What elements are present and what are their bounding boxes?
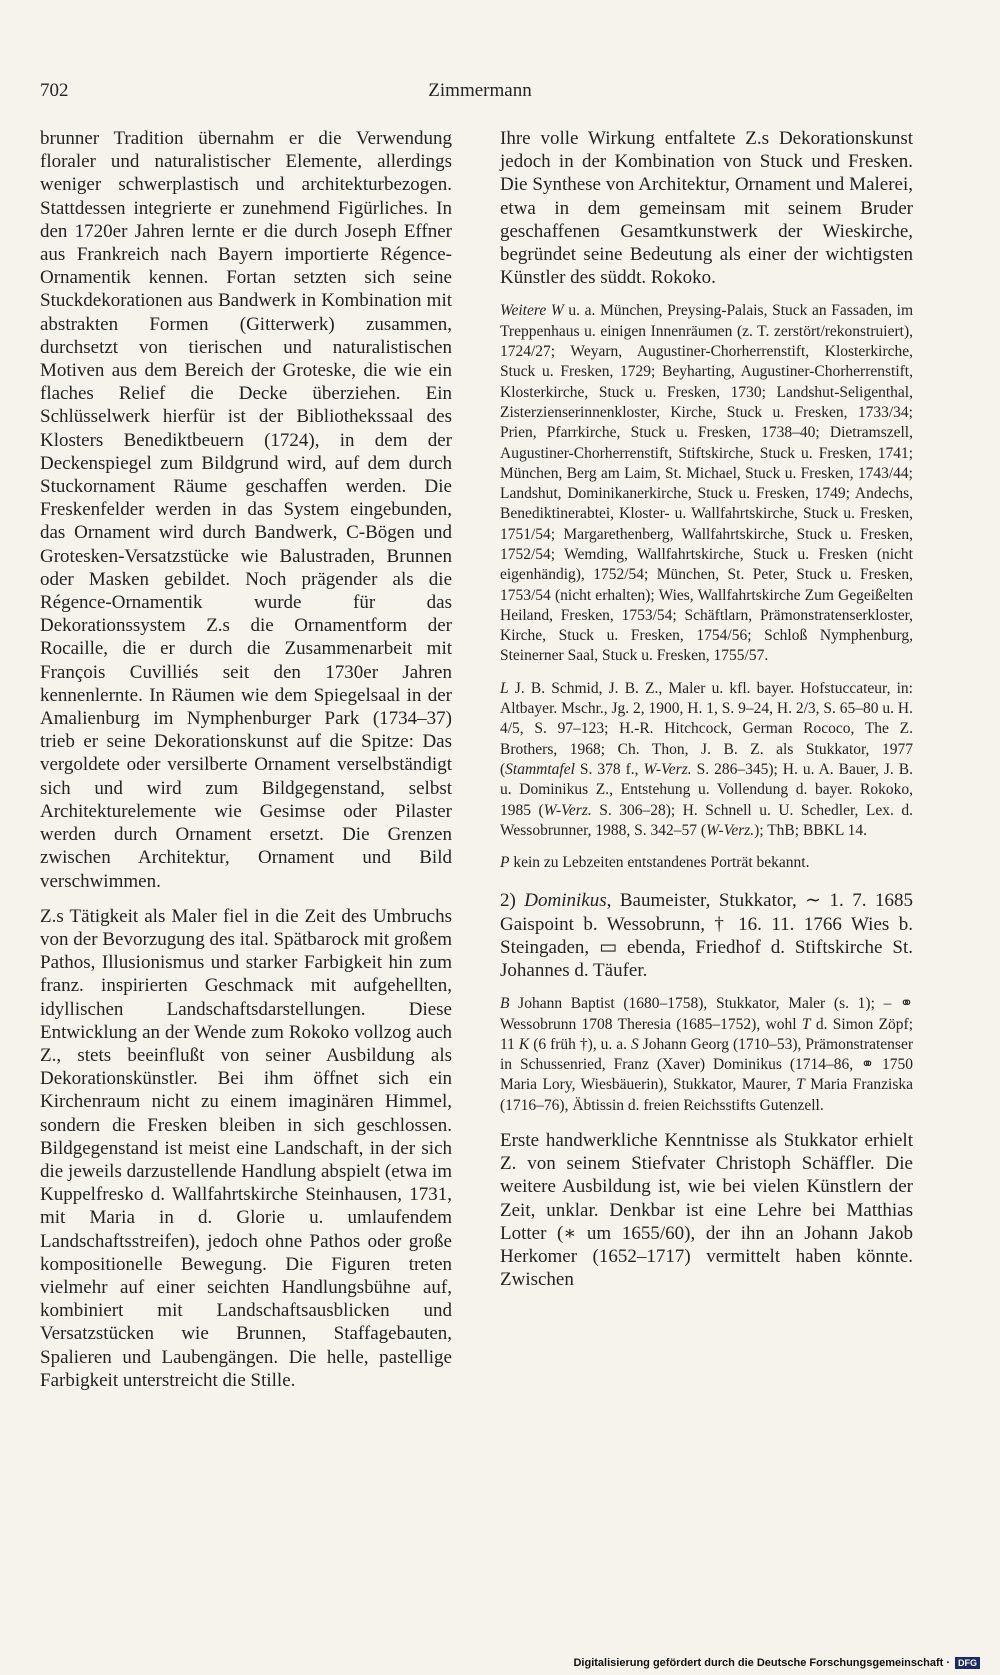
entry-number: 2)	[500, 890, 525, 912]
works-label: Weitere W	[500, 302, 564, 320]
family-text-e: Maria Franziska (1716–76), Äbtissin d. freien Reichsstifts Gutenzell.	[500, 1076, 913, 1114]
entry-text: , Baumeister, Stukkator, ∼ 1. 7. 1685 Gaispoint b. Wessobrunn, † 16. 11. 1766 Wies b. Steingaden, ▭ ebenda, Friedhof d. Stiftskirche St. Johannes d. Täufer.	[500, 890, 913, 982]
family-label-t2: T	[796, 1076, 805, 1094]
portrait-label: P	[500, 854, 510, 872]
running-header	[40, 80, 920, 110]
literature-italic-4: W-Verz.	[706, 821, 755, 839]
page-number: 702	[40, 80, 69, 101]
family-label-t: T	[801, 1015, 811, 1033]
left-column	[40, 127, 452, 1392]
literature-italic-1: Stammtafel	[505, 760, 575, 778]
entry-name: Dominikus	[524, 890, 607, 912]
literature-italic-2: W-Verz.	[643, 760, 692, 778]
portrait-note	[500, 853, 913, 873]
entry-heading	[500, 889, 913, 982]
left-paragraph-2: Z.s Tätigkeit als Maler fiel in die Zeit des Umbruchs von der Bevorzugung des ital. Spätbarock mit großem Pathos, Illusionismus und starker Farbigkeit hin zum franz. inspirierten Geschmack mit aufgehellten, idyllischen Landschaftsdarstellungen. Diese Entwicklung an der Wende zum Rokoko vollzog auch Z., stets beeinflußt von seiner Ausbildung als Dekorationskünstler. Bei ihm öffnet sich ein Kirchenraum nicht zu einem imaginären Himmel, sondern die Fresken bleiben in sich geschlossen. Bildgegenstand ist meist eine Landschaft, in der sich die jeweils darzustellende Handlung abspielt (etwa im Kuppelfresko d. Wallfahrtskirche Steinhausen, 1731, mit Maria in d. Glorie u. umlaufendem Landschaftsstreifen), jedoch ohne Pathos oder große kompositionelle Bewegung. Die Figuren treten vielmehr auf einer seichten Handlungsbühne auf, kombiniert mit Landschaftsausblicken und Versatzstücken wie Brunnen, Staffagebauten, Spalieren und Laubengängen. Die helle, pastellige Farbigkeit unterstreicht die Stille.	[40, 905, 452, 1391]
portrait-text: kein zu Lebzeiten entstandenes Porträt bekannt.	[509, 854, 810, 872]
digitization-footer	[573, 1655, 980, 1671]
family-text-a: Johann Baptist (1680–1758), Stukkator, Maler (s. 1); – ⚭ Wessobrunn 1708 Theresia (1685–1752), wohl	[500, 995, 913, 1033]
literature-text-e: ); ThB; BBKL 14.	[754, 821, 867, 839]
literature-text-a: J. B. Schmid, J. B. Z., Maler u. kfl. bayer. Hofstuccateur, in: Altbayer. Mschr., Jg. 2, 1900, H. 1, S. 9–24, H. 2/3, S. 65–80 u. H. 4/5, S. 97–123; H.-R. Hitchcock, German Rococo, The Z. Brothers, 1968; Ch. Thon, J. B. Z. als Stukkator, 1977 (	[500, 679, 913, 778]
right-column	[500, 127, 913, 1291]
family-label-s: S	[630, 1035, 639, 1053]
right-paragraph-last: Erste handwerkliche Kenntnisse als Stukkator erhielt Z. von seinem Stiefvater Christoph Schäffler. Die weitere Ausbildung ist, wie bei vielen Künstlern der Zeit, unklar. Denkbar ist eine Lehre bei Matthias Lotter (∗ um 1655/60), der ihn an Johann Jakob Herkomer (1652–1717) vermittelt haben könnte. Zwischen	[500, 1130, 913, 1291]
footer-text: Digitalisierung gefördert durch die Deutsche Forschungsgemeinschaft ·	[573, 1657, 950, 1669]
family-text-b: d. Simon Zöpf; 11	[500, 1015, 913, 1053]
family-label-k: K	[518, 1035, 530, 1053]
literature-text-b: S. 378 f.,	[574, 760, 644, 778]
works-text: u. a. München, Preysing-Palais, Stuck an Fassaden, im Treppenhaus u. einigen Innenräumen (z. T. zerstört/rekonstruiert), 1724/27; Weyarn, Augustiner-Chorherrenstift, Klosterkirche, Stuck u. Fresken, 1729; Beyharting, Augustiner-Chorherrenstift, Klosterkirche, Stuck u. Fresken, 1730; Landshut-Seligenthal, Zisterzienserinnenkloster, Kirche, Stuck u. Fresken, 1733/34; Prien, Pfarrkirche, Stuck u. Fresken, 1738–40; Dietramszell, Augustiner-Chorherrenstift, Stiftskirche, Stuck u. Fresken, 1741; München, Berg am Laim, St. Michael, Stuck u. Fresken, 1743/44; Landshut, Dominikanerkirche, Stuck u. Fresken, 1749; Andechs, Benediktinerabtei, Kloster- u. Wallfahrtskirche, Stuck u. Fresken, 1751/54; Margarethenberg, Wallfahrtskirche, Stuck u. Fresken, 1752/54; Wemding, Wallfahrtskirche, Stuck u. Fresken (nicht eigenhändig), 1752/54; München, St. Peter, Stuck u. Fresken, 1753/54 (nicht erhalten); Wies, Wallfahrtskirche Zum Gegeißelten Heiland, Fresken, 1753/54; Schäftlarn, Prämonstratenserkloster, Kirche, Stuck u. Fresken, 1754/56; Schloß Nymphenburg, Steinerner Saal, Stuck u. Fresken, 1755/57.	[500, 302, 914, 665]
dfg-logo: DFG	[955, 1657, 980, 1669]
literature-italic-3: W-Verz.	[543, 801, 592, 819]
literature-text-d: S. 306–28); H. Schnell u. U. Schedler, Lex. d. Wessobrunner, 1988, S. 342–57 (	[500, 801, 913, 839]
literature-list	[500, 679, 913, 841]
family-note	[500, 994, 913, 1116]
left-paragraph-1: brunner Tradition übernahm er die Verwendung floraler und naturalistischer Elemente, allerdings weniger schwerplastisch und architekturbezogen. Stattdessen integrierte er zunehmend Figürliches. In den 1720er Jahren lernte er die durch Joseph Effner aus Frankreich nach Bayern importierte Régence-Ornamentik kennen. Fortan setzten sich seine Stuckdekorationen aus Bandwerk in Kombination mit abstrakten Formen (Gitterwerk) zusammen, durchsetzt von tierischen und naturalistischen Motiven aus dem Bereich der Groteske, die wie ein flaches Relief die Decke überziehen. Ein Schlüsselwerk hierfür ist der Bibliothekssaal des Klosters Benediktbeuern (1724), in dem der Deckenspiegel zum Bildgrund wird, auf dem durch Stuckornament Räume geschaffen werden. Die Freskenfelder werden in das System eingebunden, das Ornament wird durch Bandwerk, C-Bögen und Grotesken-Versatzstücke wie Balustraden, Brunnen oder Masken gebildet. Noch prägender als die Régence-Ornamentik wurde für das Dekorationssystem Z.s die Ornamentform der Rocaille, die er durch die Zusammenarbeit mit François Cuvilliés seit den 1730er Jahren kennenlernte. In Räumen wie dem Spiegelsaal in der Amalienburg im Nymphenburger Park (1734–37) trieb er seine Dekorationskunst auf die Spitze: Das vergoldete oder versilberte Ornament verselbständigt sich und wird zum Bildgegenstand, selbst Architekturelemente wie Gesimse oder Pilaster werden durch Ornament ersetzt. Die Grenzen zwischen Architektur, Ornament und Bild verschwimmen.	[40, 128, 452, 892]
family-text-c: (6 früh †), u. a.	[529, 1035, 631, 1053]
running-title: Zimmermann	[428, 80, 532, 101]
literature-label: L	[500, 679, 509, 697]
family-text-d: Johann Georg (1710–53), Prämonstratenser in Schussenried, Franz (Xaver) Dominikus (1714–86, ⚭ 1750 Maria Lory, Wiesbäuerin), Stukkator, Maurer,	[500, 1035, 913, 1094]
right-paragraph-1: Ihre volle Wirkung entfaltete Z.s Dekorationskunst jedoch in der Kombination von Stuck und Fresken. Die Synthese von Architektur, Ornament und Malerei, etwa in dem gemeinsam mit seinem Bruder geschaffenen Gesamtkunstwerk der Wieskirche, begründet seine Bedeutung als einer der wichtigsten Künstler des süddt. Rokoko.	[500, 128, 913, 289]
family-label-b: B	[500, 995, 510, 1013]
works-list	[500, 301, 913, 666]
literature-text-c: S. 286–345); H. u. A. Bauer, J. B. u. Dominikus Z., Entstehung u. Vollendung d. bayer. Rokoko, 1985 (	[500, 760, 913, 819]
